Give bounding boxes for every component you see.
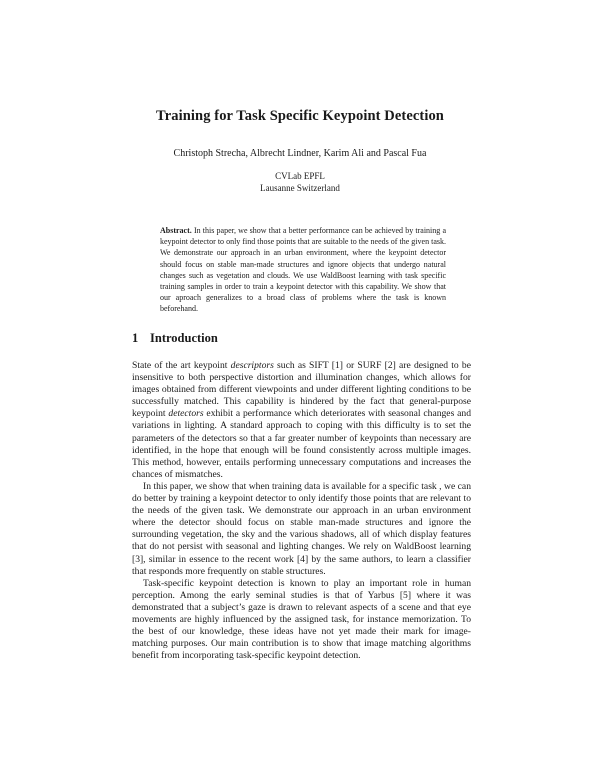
introduction-body [132, 360, 471, 662]
paragraph-1-text-b: such as SIFT [1] or SURF [2] are designed to be insensitive to both perspective distortion and illumination changes, which allows for images obtained from different viewpoints and under different lighting conditions to be successfully matched. This capability is hindered by the fact that general-purpose keypoint [132, 360, 471, 420]
affiliation [0, 170, 600, 194]
paragraph-1-emphasis-descriptors: descriptors [230, 360, 274, 371]
section-number: 1 [132, 331, 139, 345]
paragraph-1-text-c: exhibit a performance which deteriorates with seasonal changes and variations in lighting. A standard approach to coping with this difficulty is to set the parameters of the detectors so that a far greater number of keypoints than necessary are identified, in the hope that enough will be found consistently across multiple images. This method, however, entails performing unnecessary computations and increases the chances of mismatches. [132, 408, 471, 480]
paragraph-3: Task-specific keypoint detection is known to play an important role in human perception. Among the early seminal studies is that of Yarbus [5] where it was demonstrated that a subject’s gaze is drawn to relevant aspects of a scene and that eye movements are highly influenced by the assigned task, for instance memorization. To the best of our knowledge, these ideas have not yet made their mark for image-matching purposes. Our main contribution is to show that image matching algorithms benefit from incorporating task-specific keypoint detection. [132, 577, 471, 662]
paragraph-1 [132, 360, 471, 481]
abstract [160, 225, 446, 315]
paragraph-2: In this paper, we show that when training data is available for a specific task , we can do better by training a keypoint detector to only identify those points that are relevant to the needs of the given task. We demonstrate our approach in an urban environment where the detector should focus on stable man-made structures and ignore the surrounding vegetation, the sky and the various shadows, all of which display features that do not persist with seasonal and lighting changes. We rely on WaldBoost learning [3], similar in essence to the recent work [4] by the same authors, to learn a classifier that responds more frequently on stable structures. [132, 480, 471, 577]
author-list: Christoph Strecha, Albrecht Lindner, Karim Ali and Pascal Fua [173, 148, 427, 159]
paragraph-1-text-a: State of the art keypoint [132, 360, 231, 371]
section-heading-introduction [132, 331, 218, 346]
abstract-label: Abstract. [160, 226, 192, 235]
paper-title: Training for Task Specific Keypoint Detection [156, 108, 444, 124]
section-title: Introduction [150, 331, 218, 345]
abstract-text: In this paper, we show that a better performance can be achieved by training a keypoint detector to only find those points that are suitable to the needs of the given task. We demonstrate our approach in an urban environment, where the keypoint detector should focus on stable man-made structures and ignore objects that undergo natural changes such as vegetation and clouds. We use WaldBoost learning with task specific training samples in order to train a keypoint detector with this capability. We show that our aproach generalizes to a broad class of problems where the task is known beforehand. [160, 226, 447, 314]
paragraph-1-emphasis-detectors: detectors [168, 408, 204, 420]
affiliation-location: Lausanne Switzerland [260, 183, 340, 193]
affiliation-lab: CVLab EPFL [275, 171, 325, 181]
